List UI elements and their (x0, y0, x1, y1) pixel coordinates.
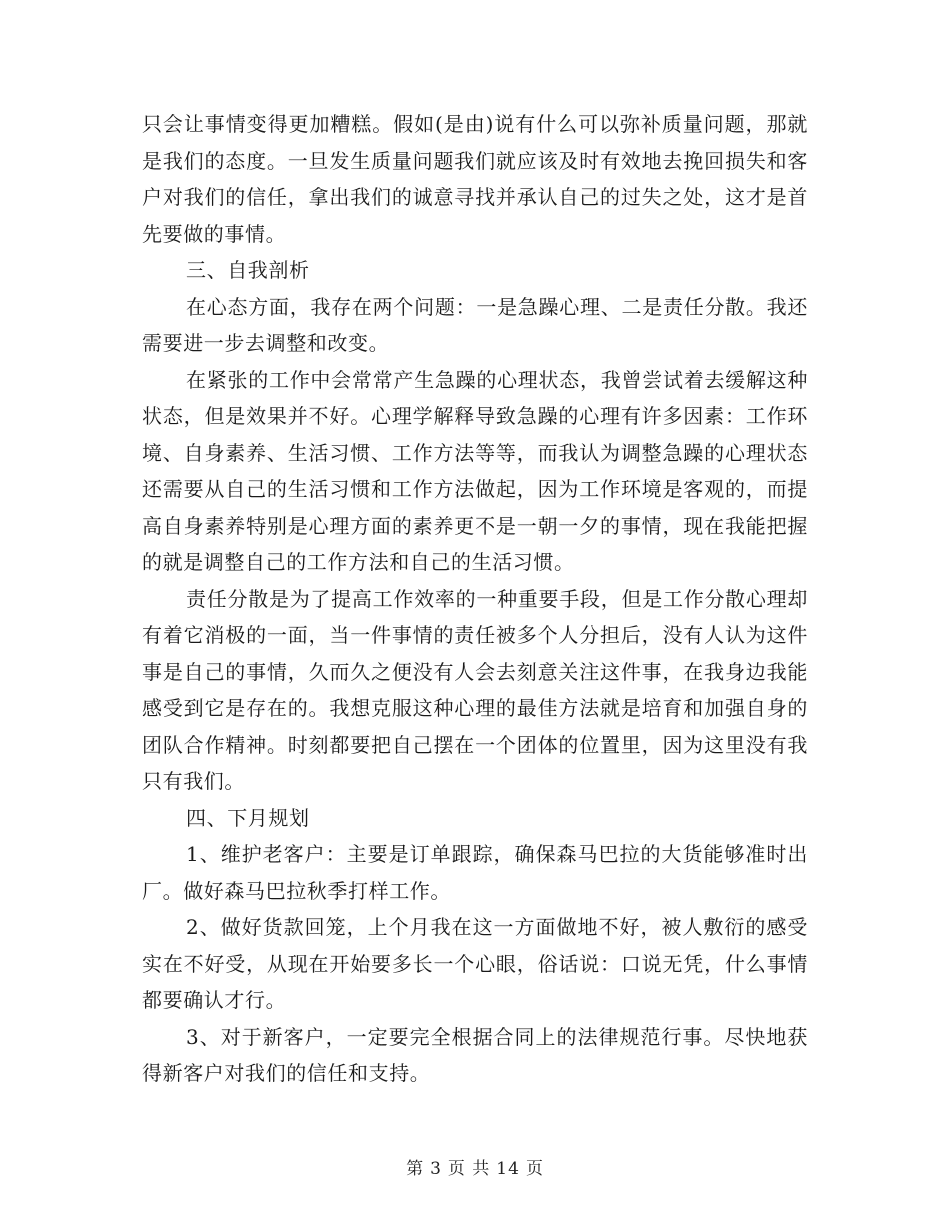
page-total: 14 (496, 1159, 520, 1179)
plan-item-1: 1、维护老客户：主要是订单跟踪，确保森马巴拉的大货能够准时出厂。做好森马巴拉秋季打样工作。 (142, 842, 808, 903)
paragraph-responsibility: 责任分散是为了提高工作效率的一种重要手段，但是工作分散心理却有着它消极的一面，当一件事情的责任被多个人分担后，没有人认为这件事是自己的事情，久而久之便没有人会去刻意关注这件事，在我身边我能感受到它是存在的。我想克服这种心理的最佳方法就是培育和加强自身的团队合作精神。时刻都要把自己摆在一个团体的位置里，因为这里没有我只有我们。 (142, 586, 808, 793)
document-body (142, 106, 808, 1092)
paragraph-impatience: 在紧张的工作中会常常产生急躁的心理状态，我曾尝试着去缓解这种状态，但是效果并不好。心理学解释导致急躁的心理有许多因素：工作环境、自身素养、生活习惯、工作方法等等，而我认为调整急躁的心理状态还需要从自己的生活习惯和工作方法做起，因为工作环境是客观的，而提高自身素养特别是心理方面的素养更不是一朝一夕的事情，现在我能把握的就是调整自己的工作方法和自己的生活习惯。 (142, 367, 808, 574)
footer-suffix: 页 (525, 1159, 544, 1179)
plan-item-3: 3、对于新客户，一定要完全根据合同上的法律规范行事。尽快地获得新客户对我们的信任和支持。 (142, 1024, 808, 1085)
footer-middle: 页 共 (447, 1159, 491, 1179)
section-heading-next-month-plan: 四、下月规划 (186, 805, 310, 830)
plan-item-2: 2、做好货款回笼，上个月我在这一方面做地不好，被人敷衍的感受实在不好受，从现在开始要多长一个心眼，俗话说：口说无凭，什么事情都要确认才行。 (142, 915, 808, 1012)
paragraph-mindset: 在心态方面，我存在两个问题：一是急躁心理、二是责任分散。我还需要进一步去调整和改变。 (142, 294, 808, 355)
page-footer (0, 1154, 950, 1179)
page-number: 3 (430, 1159, 442, 1179)
paragraph-continuation: 只会让事情变得更加糟糕。假如(是由)说有什么可以弥补质量问题，那就是我们的态度。一旦发生质量问题我们就应该及时有效地去挽回损失和客户对我们的信任，拿出我们的诚意寻找并承认自己的过失之处，这才是首先要做的事情。 (142, 112, 808, 246)
section-heading-self-analysis: 三、自我剖析 (186, 258, 310, 282)
footer-prefix: 第 (406, 1159, 425, 1179)
